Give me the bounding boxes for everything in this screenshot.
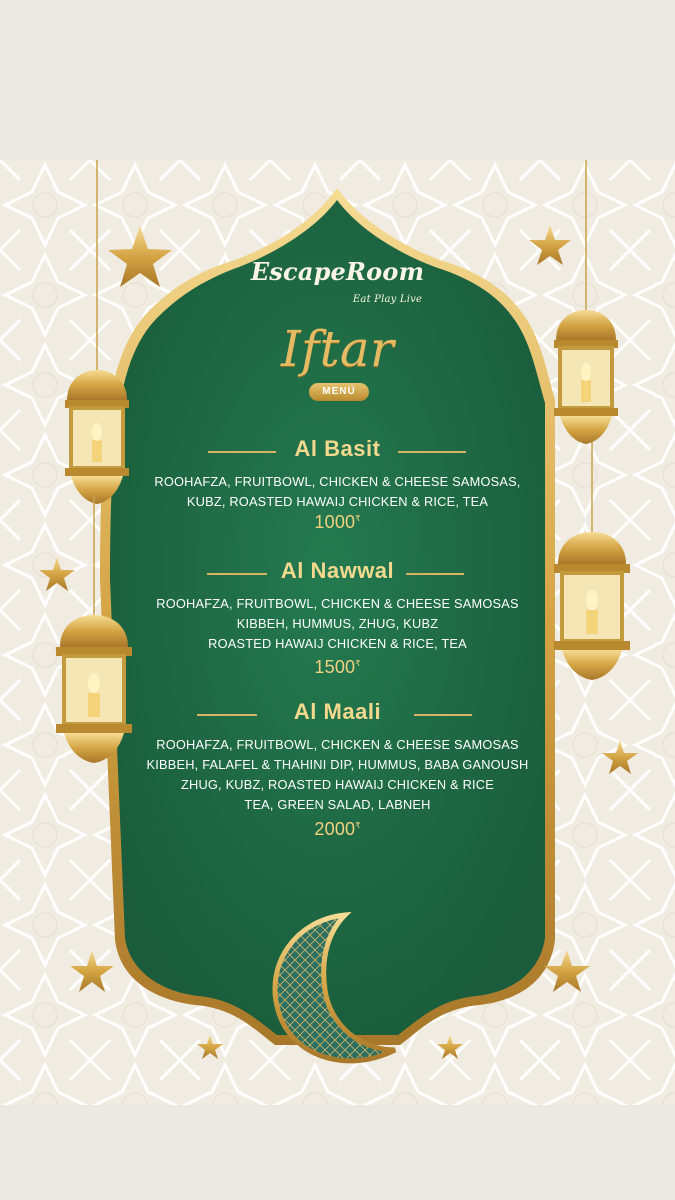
section-title: Al Nawwal [280,558,395,583]
section-price: 1500₹ [314,657,361,677]
section-title: Al Maali [293,699,382,724]
brand-logo: EscapeRoom [250,257,425,286]
menu-badge: MENÜ [309,383,369,401]
section-items [0,472,675,512]
section-price: 1000₹ [314,512,361,532]
item-line: ROOHAFZA, FRUITBOWL, CHICKEN & CHEESE SAMOSAS [156,596,519,611]
brand-tagline: Eat Play Live [352,294,423,305]
item-line: KUBZ, ROASTED HAWAIJ CHICKEN & RICE, TEA [186,494,489,509]
item-line: KIBBEH, FALAFEL & THAHINI DIP, HUMMUS, BABA GANOUSH [146,757,529,772]
item-line: KIBBEH, HUMMUS, ZHUG, KUBZ [236,616,439,631]
item-line: ROOHAFZA, FRUITBOWL, CHICKEN & CHEESE SAMOSAS, [154,474,521,489]
item-line: ROOHAFZA, FRUITBOWL, CHICKEN & CHEESE SAMOSAS [156,737,519,752]
iftar-menu-poster [0,160,675,1105]
item-line: ZHUG, KUBZ, ROASTED HAWAIJ CHICKEN & RICE [181,777,494,792]
section-items [0,735,675,815]
section-title: Al Basit [294,436,381,461]
menu-title: Iftar [280,320,395,378]
section-price: 2000₹ [314,819,361,839]
item-line: TEA, GREEN SALAD, LABNEH [244,797,431,812]
item-line: ROASTED HAWAIJ CHICKEN & RICE, TEA [208,636,467,651]
section-items [0,594,675,654]
